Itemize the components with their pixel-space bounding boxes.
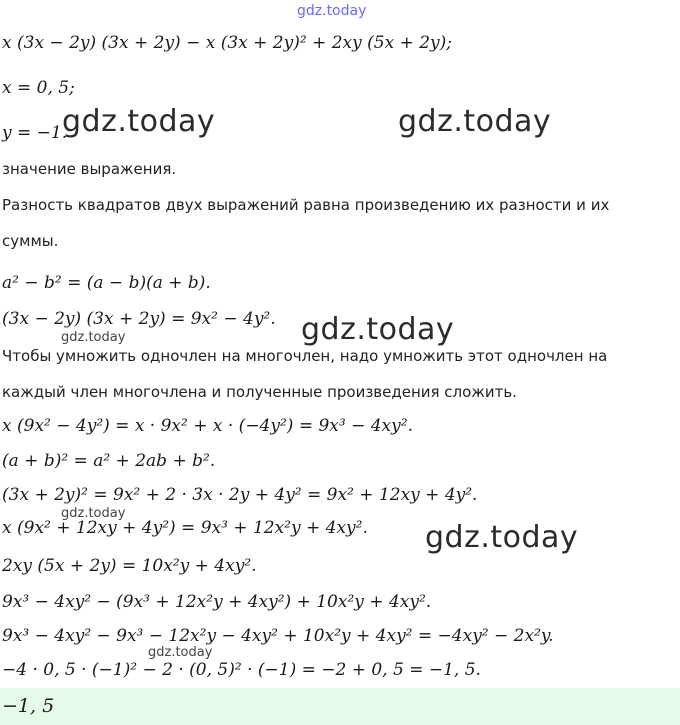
step-diff-squares: (3x − 2y) (3x + 2y) = 9x² − 4y².: [2, 309, 276, 329]
watermark-big-3: gdz.today: [301, 312, 455, 347]
watermark-small-2: gdz.today: [61, 506, 126, 521]
task-text: значение выражения.: [2, 160, 177, 178]
rule-text-2: суммы.: [2, 232, 59, 250]
step-square-sum: (3x + 2y)² = 9x² + 2 · 3x · 2y + 4y² = 9x² + 12xy + 4y².: [2, 485, 478, 505]
formula-diff-squares: a² − b² = (a − b)(a + b).: [2, 273, 211, 293]
step-substitute: −4 · 0, 5 · (−1)² − 2 · (0, 5)² · (−1) = −2 + 0, 5 = −1, 5.: [2, 660, 481, 680]
watermark-big-2: gdz.today: [398, 104, 552, 139]
step-multiply-3: 2xy (5x + 2y) = 10x²y + 4xy².: [2, 556, 257, 576]
step-combine-1: 9x³ − 4xy² − (9x³ + 12x²y + 4xy²) + 10x²y + 4xy².: [2, 592, 432, 612]
watermark-small-3: gdz.today: [148, 645, 213, 660]
watermark-big-4: gdz.today: [425, 520, 579, 555]
answer-box: [0, 688, 680, 725]
y-value-line: y = −1.: [2, 123, 68, 143]
watermark-top: gdz.today: [297, 3, 367, 19]
rule-text-3: Чтобы умножить одночлен на многочлен, надо умножить этот одночлен на: [2, 347, 608, 365]
watermark-big-1: gdz.today: [62, 104, 216, 139]
step-combine-2: 9x³ − 4xy² − 9x³ − 12x²y − 4xy² + 10x²y + 4xy² = −4xy² − 2x²y.: [2, 626, 554, 646]
rule-text-4: каждый член многочлена и полученные произведения сложить.: [2, 383, 517, 401]
answer-value: −1, 5: [2, 695, 55, 717]
step-multiply-1: x (9x² − 4y²) = x · 9x² + x · (−4y²) = 9x³ − 4xy².: [2, 416, 413, 436]
rule-text-1: Разность квадратов двух выражений равна произведению их разности и их: [2, 196, 610, 214]
step-multiply-2: x (9x² + 12xy + 4y²) = 9x³ + 12x²y + 4xy².: [2, 518, 368, 538]
x-value-line: x = 0, 5;: [2, 78, 75, 98]
formula-square-sum: (a + b)² = a² + 2ab + b².: [2, 451, 216, 471]
watermark-small-1: gdz.today: [61, 330, 126, 345]
expression-line: x (3x − 2y) (3x + 2y) − x (3x + 2y)² + 2xy (5x + 2y);: [2, 33, 453, 53]
